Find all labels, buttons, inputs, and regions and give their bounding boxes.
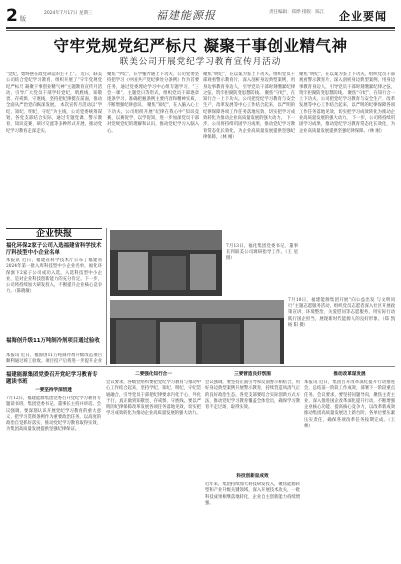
sidebar-body-1: 本报讯 近日，福建省科学技术厅公布了福建省2024年第一批入库科技型中小企业名单，福化环保旗下2家子公司成功入选。入选科技型中小企业，是对企业科技创新能力的充分肯定。下一步，公司将持续加大研发投入，不断提升企业核心竞争力。（陈晓敏） [6,258,102,295]
sidebar-header: 企业快报 [6,228,102,240]
issue-date: 2024年7月17日 星期三 [44,11,93,16]
paper-name-logo: 福建能源报 [156,9,216,22]
photo-meeting [110,230,222,296]
masthead-rule-thick [6,27,395,29]
lower-subhead-1: 一要坚持学深悟透 [35,388,72,393]
page-ban-label: 版 [20,16,27,23]
masthead [6,4,395,28]
lead-headline: 守牢党规党纪严标尺 凝聚干事创业精气神 [53,37,348,55]
lead-column-2: 聚焦“学纪”，在学懂弄通上下功夫。公司党委坚持把学习《中国共产党纪律处分条例》作为首要任务，通过党委理论学习中心组专题学习、“三会一课”、主题党日等形式，组织党员干部逐章逐条学习，准确把握条例主要内容和精神实质，不断增强纪律意识。 聚焦“知纪”，在入脑入心上下功夫。公司组织开展“纪律在我心中”知识竞赛，以赛促学、以学促知，进一步加深党员干部对党规党纪的理解和认识，推动党纪学习入脑入心。 [107,72,199,134]
column-divider [106,228,107,365]
lower-subhead-5: 推动改革谋发展 [333,372,366,377]
lead-subhead: 联美公司开展党纪学习教育宣传月活动 [119,57,282,67]
editor-credits: 责任编辑：郑烨 排版：陈江 [269,10,325,15]
photo-volunteers [110,300,284,364]
lower-story-title: 福建能源集团党委召开党纪学习教育专题读书班 [6,372,98,385]
lead-column-1: “党纪，始终摆在政党命运的主干上”。 近日，联美公司结合党纪学习教育，组织开展了“守牢党规党纪严标尺 凝聚干事创业精气神”主题教育宣传月活动，引导广大党员干部学好党纪，明底线、知敬畏、存戒惧、守底线，坚持把纪律挺在前面，推动全面从严治党向纵深发展。 本次宣传月活动以“学纪、知纪、明纪、守纪”为主线，公司党委统筹谋划，各党支部结合实际，通过专题党课、警示教育、知识竞赛、研讨交流等多种形式开展，推动党纪学习教育走深走实。 [6,72,102,134]
masthead-rule-thin [6,30,395,31]
lower-subhead-3: 三要营造良好氛围 [234,372,271,377]
section-divider [6,366,395,367]
sidebar-title-2: 福海创升级11万吨制冷剂项目通过验收 [6,338,100,344]
lower-column-5: 本报讯 近日，集团召开改革深化提升行动推进会，总结前一阶段工作成效，部署下一阶段重点任务。会议要求，要坚持问题导向，聚焦主责主业，深入推进国企改革深化提升行动，不断增强企业核心功能、提高核心竞争力，以改革新成效推动集团高质量发展迈上新台阶。各单位要压紧压实责任，确保各项改革任务按期完成。（王 林） [304,380,395,430]
lead-column-3: 聚焦“明纪”，在以案为鉴上下功夫。组织党员干部观看警示教育片，深入剖析身边典型案例，用身边事教育身边人，引导党员干部时刻绷紧纪律之弦，筑牢拒腐防变思想防线。 聚焦“守纪”，在知行合一上下功夫。公司把党纪学习教育与安全生产、改革发展等中心工作结合起来，以严明的纪律保障各项工作任务落地见效，切实把学习成效转化为推动企业高质量发展的强大动力。 下一步，公司将持续巩固学习成果，推动党纪学习教育常态化长效化，为企业高质量发展提供坚强纪律保障。（林 刚） [203,72,295,140]
lower-column-2: 会议要求，各级党组织要把党纪学习教育与推动中心工作结合起来，坚持学纪、知纪、明纪、守纪贯通融合，引导党员干部把纪律要求内化于心、外化于行，真正做到知敬畏、存戒惧、守底线。要以严明的纪律保障改革发展各项任务落地见效，切实把学习成效转化为推动企业高质量发展的强大动力。 [106,380,201,417]
page-number: 2 [6,6,18,26]
section-title: 企业要闻 [339,10,387,23]
lead-column-4: 聚焦“明纪”，在以案为鉴上下功夫。组织党员干部观看警示教育片，深入剖析身边典型案例，用身边事教育身边人，引导党员干部时刻绷紧纪律之弦，筑牢拒腐防变思想防线。 聚焦“守纪”，在知行合一上下功夫。公司把党纪学习教育与安全生产、改革发展等中心工作结合起来，以严明的纪律保障各项工作任务落地见效，切实把学习成效转化为推动企业高质量发展的强大动力。 下一步，公司将持续巩固学习成果，推动党纪学习教育常态化长效化，为企业高质量发展提供坚强纪律保障。（林 刚） [299,72,395,134]
lower-column-3: 会议强调，要坚持正面引导和反面警示相结合，用好身边典型案例开展警示教育，持续营造风清气正的良好政治生态。各党支部要结合实际创新方式方法，推动党纪学习教育覆盖全体党员，确保学习教育不走过场、取得实效。 [205,380,300,411]
lower-subhead-4: 科技创新显成效 [236,474,269,479]
sidebar-title-1: 福化环保2家子公司入选福建省科学技术厅科技型中小企业名单 [6,243,102,256]
photo-caption-1: 7月13日，福化集团党委书记、董事长到联美公司调研指导工作。（王 星 摄） [226,244,298,262]
photo-caption-2: 7月10日，福建能源集团开展“向公益出发 与文明同行”主题志愿服务活动，组织党员志愿者深入社区开展政策宣讲、环境整治、关爱慰问等志愿服务，用实际行动践行国企担当，展现新时代能源人的良好形象。（郑 凯 杨 阳 摄） [288,298,395,328]
lower-subhead-2: 二要强化知行合一 [135,372,172,377]
sidebar-body-2: 本报讯 近日，福海创11万吨制冷剂升级改造项目顺利通过竣工验收。项目投产后将进一步提升企业 [6,353,102,365]
lower-column-1: 7月12日，福建能源集团党委召开党纪学习教育专题读书班，集团党委书记、董事长主持并讲话。会议强调，要深刻认识开展党纪学习教育的重大意义，把学习贯彻条例作为重要政治任务，以高度的政治自觉抓好落实，推动党纪学习教育取得实效，为集团高质量发展提供坚强纪律保证。 [6,396,101,433]
lower-column-4: 近年来，集团持续加大科技研发投入，聚焦能源转型和产业升级关键领域，深入开展技术攻关，一批科技成果相继落地转化，企业自主创新能力持续增强。 [205,482,300,506]
